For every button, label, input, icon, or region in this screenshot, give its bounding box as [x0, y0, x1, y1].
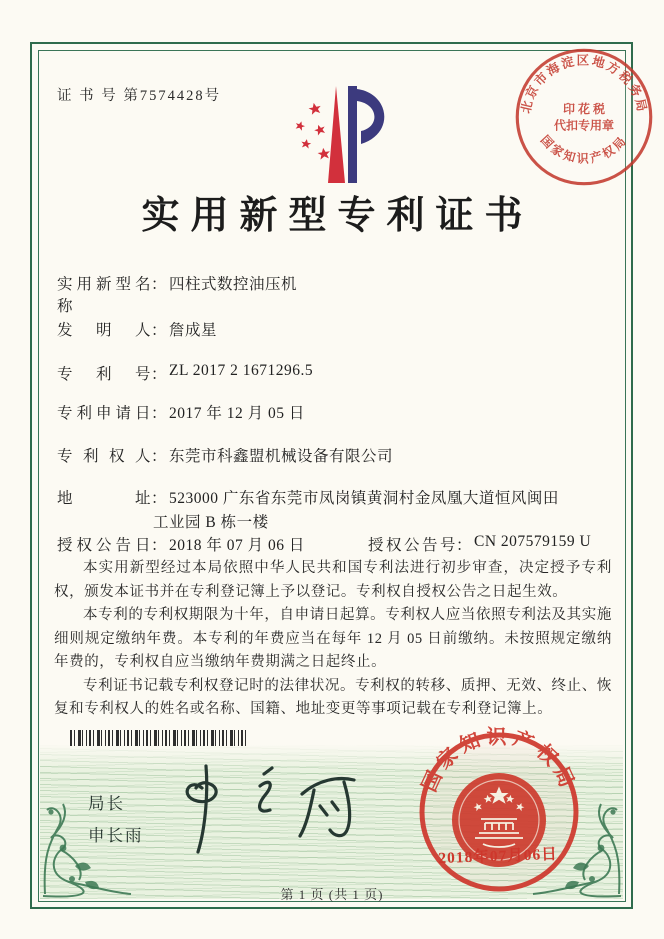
field-colon: ：: [151, 490, 168, 507]
cnipa-seal-ring-text: 国家知识产权局: [418, 726, 580, 796]
field-row-inventor: [57, 318, 217, 340]
field-value: CN 207579159 U: [474, 533, 592, 550]
field-row-filing-date: [57, 401, 305, 423]
logo-stars-icon: [294, 102, 331, 160]
cnipa-official-seal: [409, 724, 589, 900]
tax-stamp-seal: [511, 44, 657, 190]
field-row-grant-publication-number: [368, 533, 591, 555]
signer-title: 局长: [88, 795, 125, 813]
logo-red-wedge-icon: [328, 86, 345, 183]
field-label: 专利申请日: [57, 405, 151, 422]
logo-blue-p-icon: [348, 86, 384, 183]
body-paragraph-2: 本专利的专利权期限为十年，自申请日起算。专利权人应当依照专利法及其实施细则规定缴纳年费。本专利的年费应当在每年 12 月 05 日前缴纳。未按照规定缴纳年费的，专利权自应当缴纳年费期满之日起终止。: [54, 607, 612, 670]
legal-body-text: [54, 557, 612, 722]
field-value-address-line2: 工业园 B 栋一楼: [153, 514, 269, 531]
barcode: [70, 730, 246, 746]
signer-name: 申长雨: [88, 827, 144, 845]
field-value: 詹成星: [169, 322, 218, 339]
field-row-address: [57, 486, 559, 508]
field-colon: ：: [456, 537, 473, 554]
field-colon: ：: [151, 322, 168, 339]
field-colon: ：: [151, 537, 168, 554]
field-label: 发明人: [57, 322, 151, 339]
field-label: 授权公告日: [57, 537, 151, 554]
body-paragraph-3: 专利证书记载专利权登记时的法律状况。专利权的转移、质押、无效、终止、恢复和专利权人的姓名或名称、国籍、地址变更等事项记载在专利登记簿上。: [54, 677, 612, 717]
field-value: 523000 广东省东莞市凤岗镇黄洞村金凤凰大道恒风闽田: [169, 490, 559, 507]
field-value: 四柱式数控油压机: [169, 276, 298, 293]
field-colon: ：: [151, 405, 168, 422]
field-colon: ：: [151, 366, 168, 383]
field-row-grant-date: [57, 533, 305, 555]
field-label: 授权公告号: [368, 537, 456, 554]
field-colon: ：: [151, 276, 168, 293]
field-label: 专利号: [57, 366, 151, 383]
tax-seal-inner-text: 国家知识产权局: [537, 132, 631, 166]
field-label: 地址: [57, 490, 151, 507]
field-row-name: [57, 272, 297, 316]
tax-seal-center-line2: 代扣专用章: [554, 118, 614, 133]
field-row-patentee: [57, 444, 393, 466]
field-value: 2017 年 12 月 05 日: [169, 405, 305, 422]
page-number-footer: 第 1 页 (共 1 页): [280, 887, 384, 902]
cnipa-logo-icon: [276, 84, 394, 186]
director-handwritten-signature: [168, 760, 363, 860]
certificate-title: 实用新型专利证书: [141, 195, 534, 237]
tax-seal-center-line1: 印 花 税: [563, 101, 605, 116]
field-label: 专利权人: [57, 448, 151, 465]
certificate-number: 证 书 号 第7574428号: [57, 88, 222, 104]
field-value: ZL 2017 2 1671296.5: [169, 362, 314, 379]
body-paragraph-1: 本实用新型经过本局依照中华人民共和国专利法进行初步审查，决定授予专利权，颁发本证书并在专利登记簿上予以登记。专利权自授权公告之日起生效。: [54, 560, 612, 600]
field-value: 东莞市科鑫盟机械设备有限公司: [169, 448, 394, 465]
field-colon: ：: [151, 448, 168, 465]
seal-date: 2018年07月06日: [438, 845, 559, 868]
field-row-patent-number: [57, 362, 313, 384]
tax-seal-outer-text: 北京市海淀区地方税务局: [518, 53, 650, 115]
field-value: 2018 年 07 月 06 日: [169, 537, 305, 554]
field-label: 实用新型名称: [57, 276, 151, 315]
